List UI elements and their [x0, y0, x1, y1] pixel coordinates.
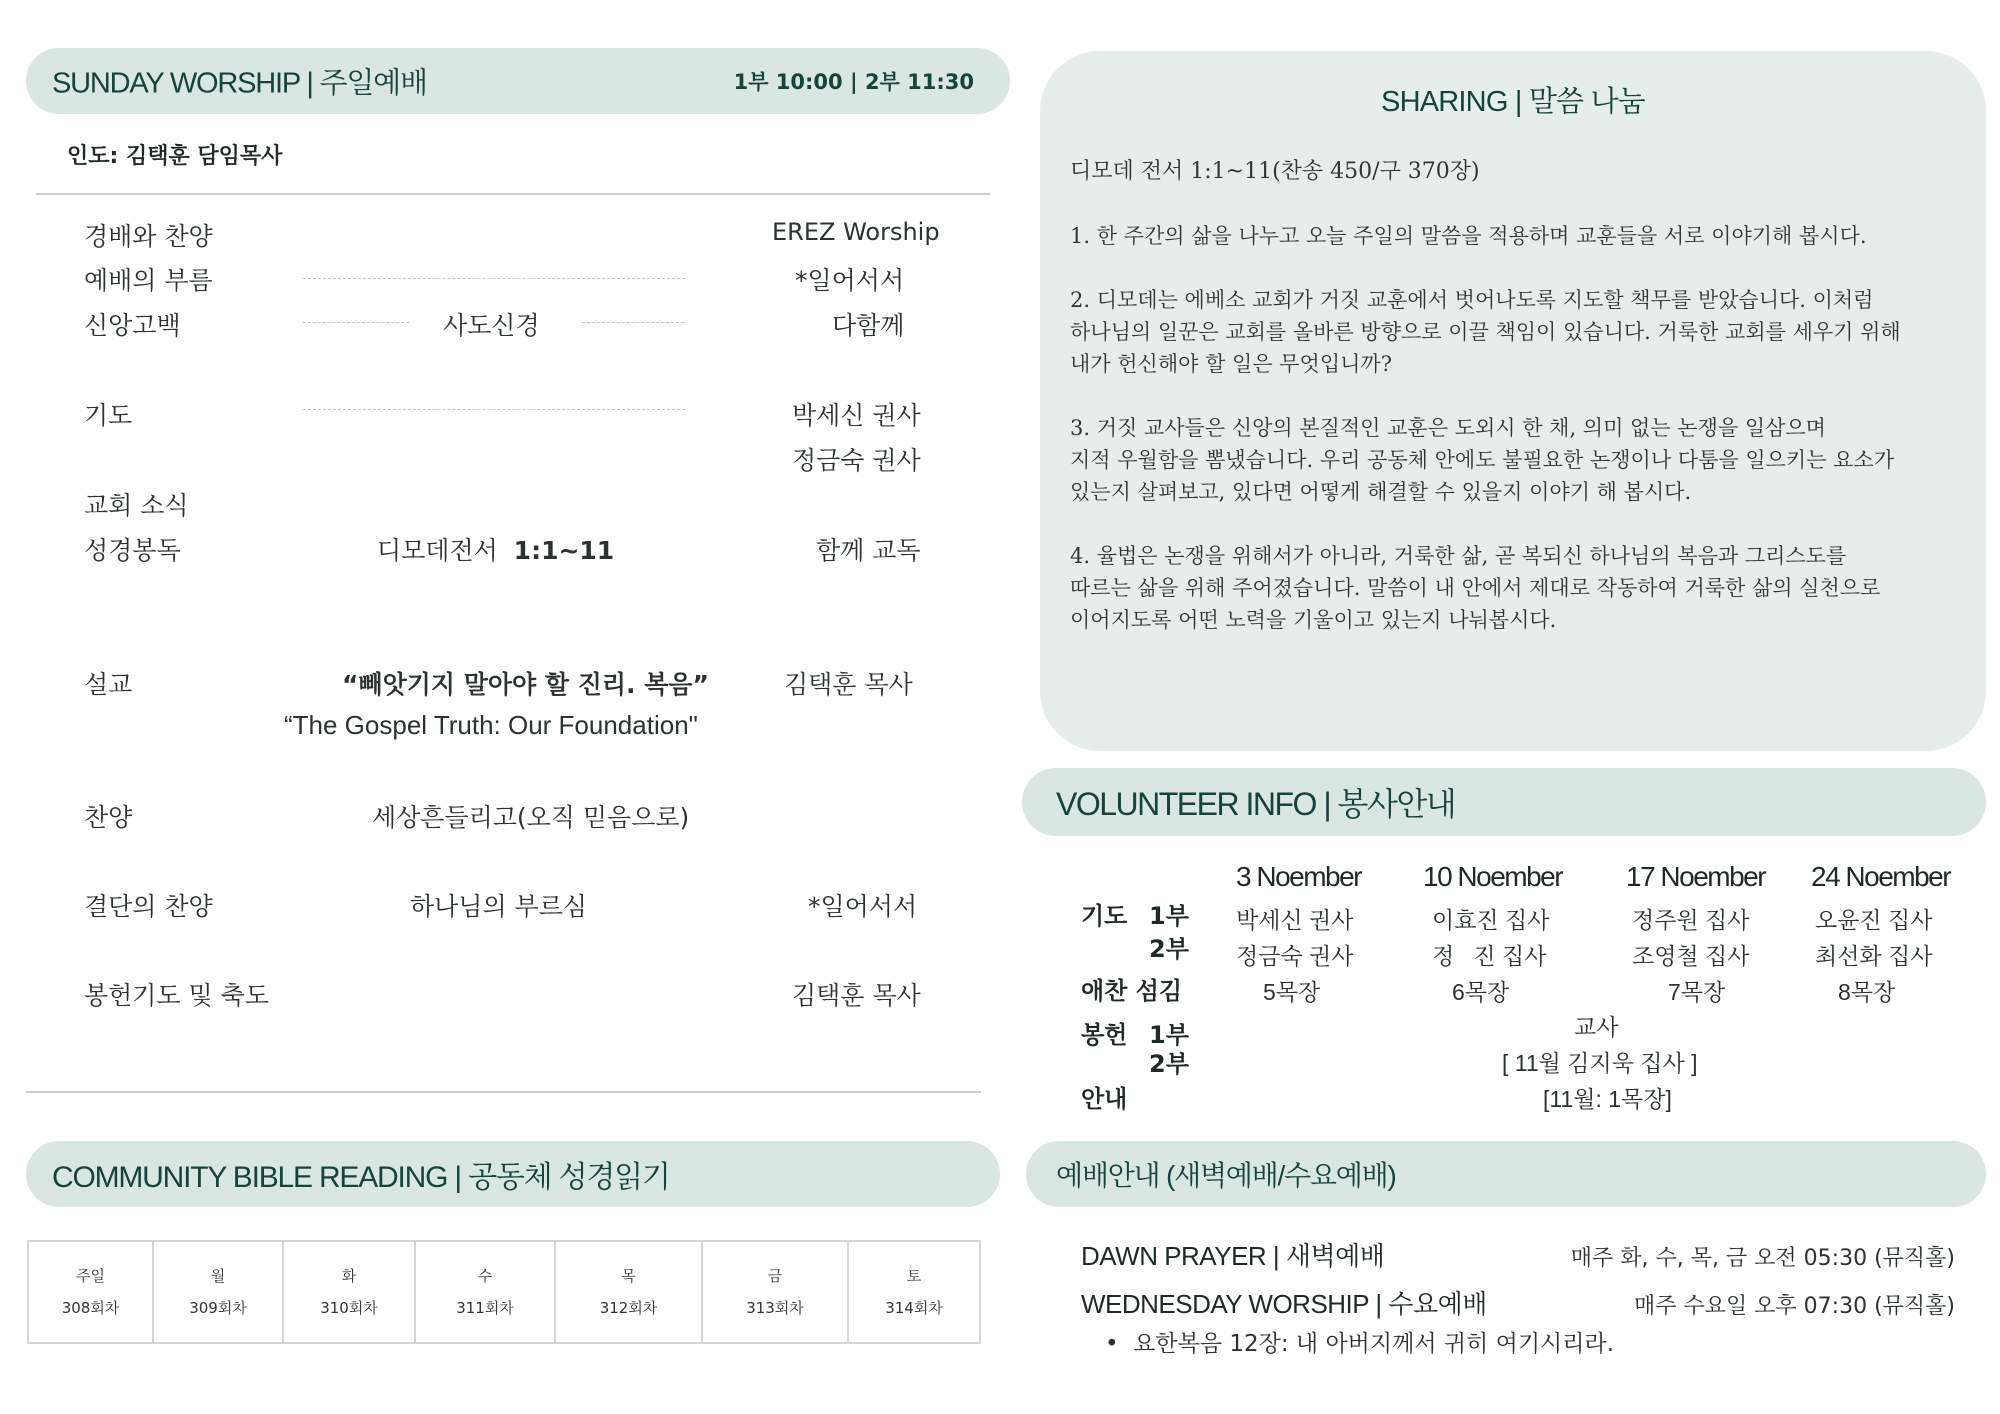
- label-offering: 봉헌: [1081, 1021, 1128, 1049]
- label-second-service: 2부: [1149, 935, 1189, 963]
- reading-count: 313회차: [746, 1299, 804, 1317]
- reading-count: 311회차: [456, 1299, 514, 1317]
- wednesday-note: [1105, 1325, 1614, 1358]
- reading-count: 314회차: [885, 1299, 943, 1317]
- wednesday-time: 매주 수요일 오후 07:30 (뮤직홀): [1633, 1294, 1955, 1319]
- reading-cell: [283, 1241, 415, 1343]
- reading-day: 월: [210, 1267, 226, 1285]
- order-label: 찬양: [84, 803, 133, 832]
- volunteer-date: 17 Noember: [1626, 861, 1766, 892]
- order-middle: [377, 531, 614, 567]
- sharing-line: 4. 율법은 논쟁을 위해서가 아니라, 거룩한 삶, 곧 복되신 하나님의 복음과 그리스도를: [1070, 544, 1847, 568]
- sharing-line: 내가 헌신해야 할 일은 무엇입니까?: [1070, 352, 1392, 376]
- reading-cell: [702, 1241, 848, 1343]
- volunteer-header: [1022, 768, 1986, 836]
- order-label: 교회 소식: [84, 491, 189, 520]
- prayer-first-name: 박세신 권사: [1236, 907, 1354, 933]
- sharing-line: 하나님의 일꾼은 교회를 올바른 방향으로 이끌 책임이 있습니다. 거룩한 교회를 세우기 위해: [1070, 320, 1901, 344]
- volunteer-date: 3 Noember: [1236, 861, 1362, 892]
- order-label: 결단의 찬양: [84, 892, 213, 921]
- guide-assignment: [11월: 1목장]: [1543, 1086, 1672, 1112]
- order-right: 정금숙 권사: [792, 446, 921, 475]
- prayer-second-name: 정 진 집사: [1432, 943, 1547, 969]
- sharing-question-4: [1070, 540, 1880, 636]
- reading-count: 308회차: [61, 1299, 120, 1317]
- volunteer-date: 10 Noember: [1423, 861, 1563, 892]
- volunteer-date: 24 Noember: [1811, 861, 1951, 892]
- label-guide: 안내: [1081, 1085, 1128, 1113]
- reading-cell: [153, 1241, 283, 1343]
- reading-day: 목: [621, 1267, 636, 1285]
- order-right: 김택훈 목사: [784, 670, 913, 699]
- sharing-line: 따르는 삶을 위해 주어졌습니다. 말씀이 내 안에서 제대로 작동하여 거룩한 삶의 실천으로: [1070, 576, 1881, 600]
- order-middle: 하나님의 부르심: [410, 892, 587, 921]
- sermon-title: “빼앗기지 말아야 할 진리. 복음”: [342, 670, 709, 699]
- order-label: 신앙고백: [84, 311, 181, 340]
- bullet-icon: •: [1105, 1331, 1134, 1357]
- leader-divider: [36, 193, 990, 195]
- worship-times: 1부 10:00 | 2부 11:30: [733, 70, 974, 94]
- reading-title: COMMUNITY BIBLE READING | 공동체 성경읽기: [52, 1161, 670, 1194]
- offering-second: [ 11월 김지욱 집사 ]: [1502, 1050, 1698, 1076]
- reading-day: 주일: [76, 1267, 105, 1285]
- reading-day: 금: [767, 1267, 783, 1285]
- sharing-line: 1. 한 주간의 삶을 나누고 오늘 주일의 말씀을 적용하며 교훈들을 서로 이야기해 봅시다.: [1070, 224, 1867, 248]
- reading-cell: [555, 1241, 702, 1343]
- sharing-line: 지적 우월함을 뽐냈습니다. 우리 공동체 안에도 불필요한 논쟁이나 다툼을 일으키는 요소가: [1070, 448, 1895, 472]
- order-label: 경배와 찬양: [84, 222, 213, 251]
- sharing-line: 3. 거짓 교사들은 신앙의 본질적인 교훈은 도외시 한 채, 의미 없는 논쟁을 일삼으며: [1070, 416, 1826, 440]
- offering-first: 교사: [1574, 1014, 1619, 1040]
- order-right: 함께 교독: [816, 536, 921, 565]
- scripture-book: 디모데전서: [377, 536, 498, 565]
- worship-title: SUNDAY WORSHIP | 주일예배: [52, 67, 427, 100]
- worship-header: [26, 48, 1010, 114]
- scripture-verses: 1:1~11: [513, 536, 615, 565]
- dawn-prayer-label: DAWN PRAYER | 새벽예배: [1081, 1241, 1385, 1271]
- usher-group: 8목장: [1838, 979, 1896, 1005]
- reading-cell: [415, 1241, 555, 1343]
- reading-count: 309회차: [189, 1299, 247, 1317]
- sharing-line: 이어지도록 어떤 노력을 기울이고 있는지 나눠봅시다.: [1070, 608, 1557, 632]
- sharing-question-2: [1070, 284, 1901, 380]
- leader-dashes: [303, 409, 685, 410]
- sermon-subtitle: “The Gospel Truth: Our Foundation": [284, 710, 698, 740]
- prayer-second-name: 조영철 집사: [1632, 943, 1750, 969]
- prayer-second-name: 최선화 집사: [1815, 943, 1933, 969]
- label-second-service: 2부: [1149, 1050, 1189, 1078]
- order-right: EREZ Worship: [772, 218, 940, 246]
- reading-table: [27, 1240, 981, 1344]
- reading-header: [26, 1141, 1000, 1207]
- reading-count: 310회차: [320, 1299, 378, 1317]
- label-ushers: 애찬 섬김: [1081, 977, 1183, 1005]
- wednesday-label: WEDNESDAY WORSHIP | 수요예배: [1081, 1289, 1487, 1319]
- order-label: 예배의 부름: [84, 266, 213, 295]
- order-label: 설교: [84, 670, 133, 699]
- reading-row: [28, 1241, 980, 1343]
- prayer-first-name: 오윤진 집사: [1815, 907, 1933, 933]
- leader-dashes: [582, 322, 684, 323]
- reading-count: 312회차: [599, 1299, 658, 1317]
- order-label: 기도: [84, 401, 133, 430]
- reading-day: 수: [477, 1267, 493, 1285]
- dawn-prayer-time: 매주 화, 수, 목, 금 오전 05:30 (뮤직홀): [1570, 1246, 1955, 1271]
- volunteer-title: VOLUNTEER INFO | 봉사안내: [1056, 786, 1456, 822]
- usher-group: 7목장: [1668, 979, 1726, 1005]
- reading-cell: [28, 1241, 153, 1343]
- sharing-card: [1040, 51, 1986, 751]
- sharing-question-3: [1070, 412, 1894, 508]
- worship-leader: 인도: 김택훈 담임목사: [67, 144, 283, 169]
- order-right: *일어서서: [795, 266, 905, 295]
- usher-group: 6목장: [1452, 979, 1510, 1005]
- worship-bottom-divider: [26, 1091, 981, 1093]
- prayer-first-name: 정주원 집사: [1632, 907, 1750, 933]
- order-middle: 사도신경: [443, 311, 540, 340]
- sharing-line: 있는지 살펴보고, 있다면 어떻게 해결할 수 있을지 이야기 해 봅시다.: [1070, 480, 1692, 504]
- sharing-question-1: [1070, 220, 1867, 252]
- sharing-line: 2. 디모데는 에베소 교회가 거짓 교훈에서 벗어나도록 지도할 책무를 받았습니다. 이처럼: [1070, 288, 1874, 312]
- order-label: 봉헌기도 및 축도: [84, 981, 269, 1010]
- reading-day: 화: [341, 1267, 357, 1285]
- order-right: 박세신 권사: [792, 401, 921, 430]
- hymn-title: 세상흔들리고(오직 믿음으로): [372, 803, 690, 832]
- prayer-second-name: 정금숙 권사: [1236, 943, 1354, 969]
- label-first-service: 1부: [1149, 1021, 1189, 1049]
- usher-group: 5목장: [1263, 979, 1321, 1005]
- leader-dashes: [303, 322, 409, 323]
- order-right: *일어서서: [808, 892, 918, 921]
- wednesday-note-text: 요한복음 12장: 내 아버지께서 귀히 여기시리라.: [1133, 1331, 1615, 1357]
- order-right: 김택훈 목사: [792, 981, 921, 1010]
- reading-cell: [848, 1241, 980, 1343]
- order-right: 다함께: [832, 311, 905, 340]
- label-prayer: 기도: [1081, 902, 1128, 930]
- leader-dashes: [303, 278, 685, 279]
- sharing-title: SHARING | 말씀 나눔: [1381, 86, 1645, 118]
- label-first-service: 1부: [1149, 902, 1189, 930]
- sharing-reference: 디모데 전서 1:1~11(찬송 450/구 370장): [1070, 159, 1480, 184]
- services-title: 예배안내 (새벽예배/수요예배): [1056, 1160, 1396, 1191]
- order-label: 성경봉독: [84, 536, 181, 565]
- reading-day: 토: [906, 1267, 922, 1285]
- services-header: [1026, 1141, 1986, 1207]
- prayer-first-name: 이효진 집사: [1432, 907, 1550, 933]
